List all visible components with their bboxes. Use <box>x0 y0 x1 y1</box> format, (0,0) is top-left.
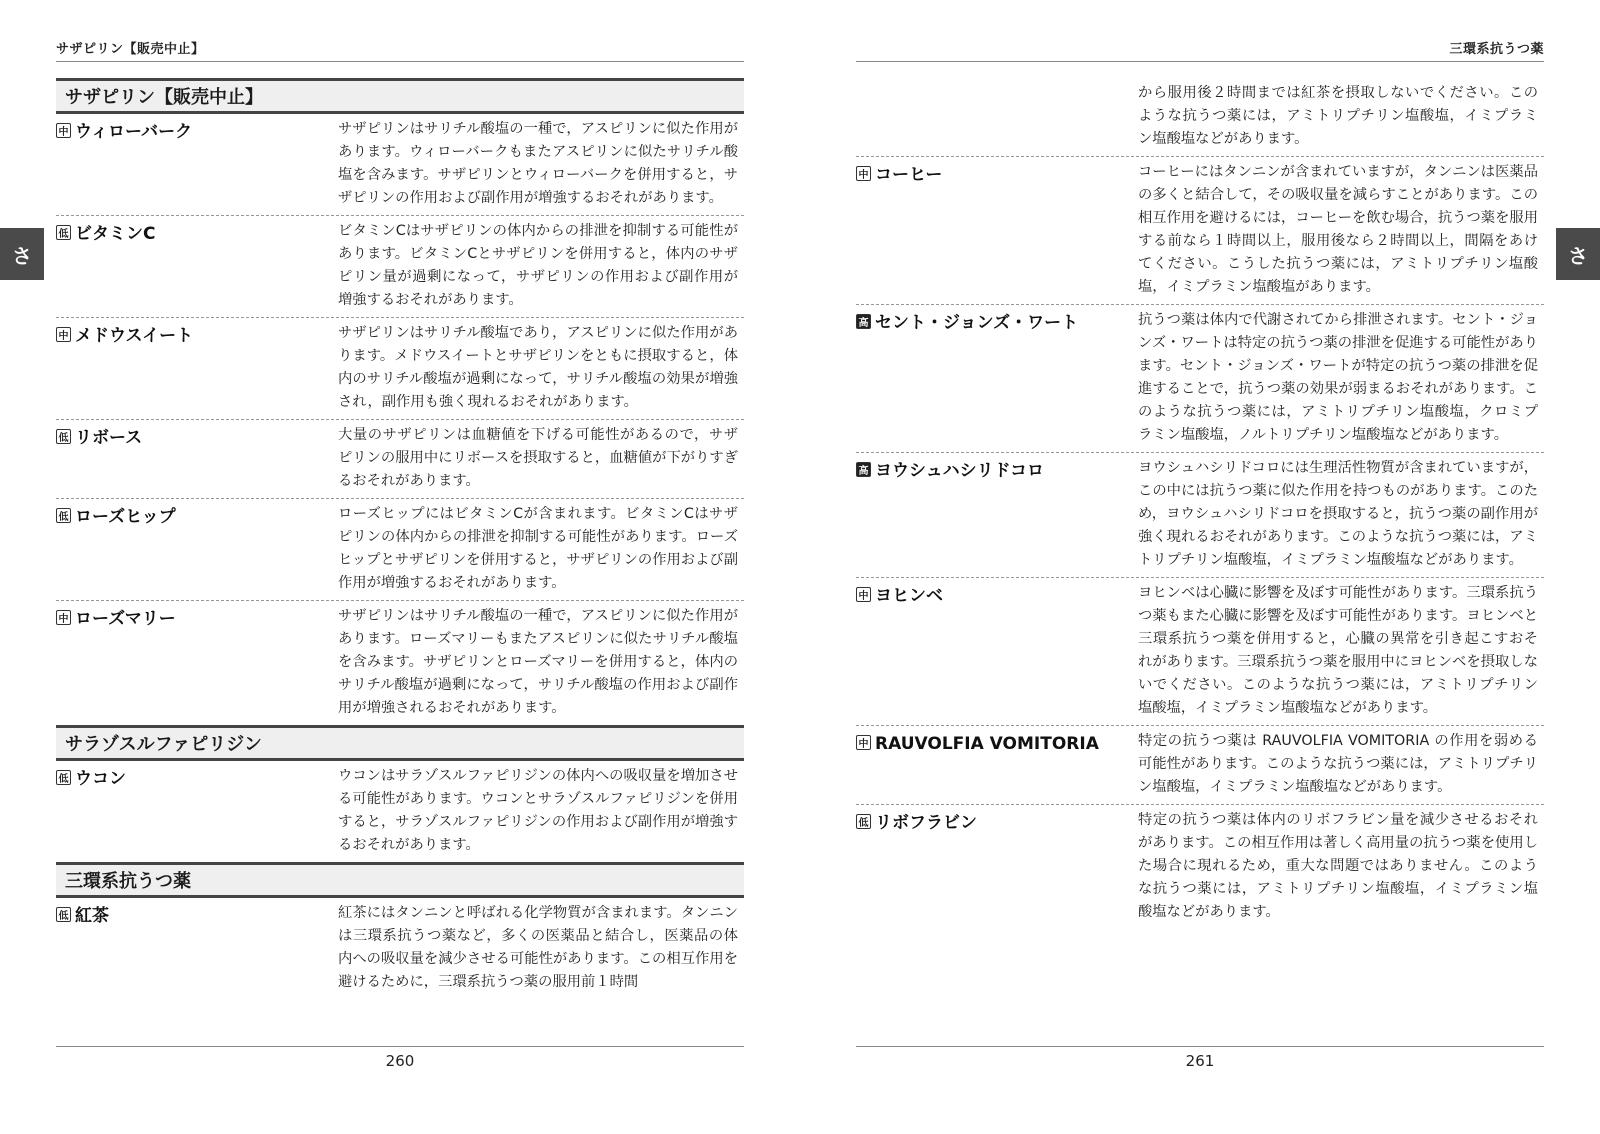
interaction-entry <box>56 216 744 318</box>
entry-label <box>856 730 1138 799</box>
running-head: 三環系抗うつ薬 <box>1449 42 1544 57</box>
index-tab[interactable]: さ <box>1556 228 1600 280</box>
interaction-entry <box>856 453 1544 578</box>
left-content <box>56 78 744 999</box>
entry-label <box>856 82 1138 151</box>
section-header: サザピリン【販売中止】 <box>56 78 744 114</box>
interaction-entry <box>56 601 744 725</box>
entry-label <box>56 322 338 414</box>
entry-description: 特定の抗うつ薬は体内のリボフラビン量を減少させるおそれがあります。この相互作用は著しく高用量の抗うつ薬を使用した場合に現れるため，重大な問題ではありません。このような抗うつ薬には，アミトリプチリン塩酸塩，イミプラミン塩酸塩などがあります。 <box>1138 812 1538 920</box>
interaction-entry <box>856 157 1544 305</box>
item-name: RAUVOLFIA VOMITORIA <box>875 734 1099 754</box>
entry-description: 抗うつ薬は体内で代謝されてから排泄されます。セント・ジョンズ・ワートは特定の抗うつ薬の排泄を促進する可能性があります。セント・ジョンズ・ワートが特定の抗うつ薬の排泄を促進することで，抗うつ薬の効果が弱まるおそれがあります。このような抗うつ薬には，アミトリプチリン塩酸塩，クロミプラミン塩酸塩，ノルトリプチリン塩酸塩などがあります。 <box>1138 312 1538 443</box>
entry-label <box>856 809 1138 924</box>
severity-badge: 低 <box>56 225 71 240</box>
entry-description: ヨヒンベは心臓に影響を及ぼす可能性があります。三環系抗うつ薬もまた心臓に影響を及ぼす可能性があります。ヨヒンベと三環系抗うつ薬を併用すると，心臓の異常を引き起こすおそれがあります。三環系抗うつ薬を服用中にヨヒンベを摂取しないでください。このような抗うつ薬には，アミトリプチリン塩酸塩，イミプラミン塩酸塩などがあります。 <box>1138 585 1538 716</box>
interaction-entry <box>856 578 1544 726</box>
item-name: ローズヒップ <box>75 507 176 527</box>
interaction-entry <box>56 318 744 420</box>
severity-badge: 中 <box>56 123 71 138</box>
severity-badge: 中 <box>56 327 71 342</box>
footer-rule <box>856 1046 1544 1047</box>
entry-description: コーヒーにはタンニンが含まれていますが，タンニンは医薬品の多くと結合して，その吸収量を減らすことがあります。この相互作用を避けるには，コーヒーを飲む場合，抗うつ薬を服用する前なら１時間以上，服用後なら２時間以上，間隔をあけてください。こうした抗うつ薬には，アミトリプチリン塩酸塩，イミプラミン塩酸塩があります。 <box>1138 164 1538 295</box>
interaction-entry <box>56 420 744 499</box>
entry-label <box>856 309 1138 447</box>
entry-label <box>56 118 338 210</box>
item-name: ウィローバーク <box>75 122 193 142</box>
interaction-entry <box>56 898 744 999</box>
item-name: ヨヒンベ <box>875 586 943 606</box>
item-name: リボフラビン <box>875 813 977 833</box>
entry-description: ヨウシュハシリドコロには生理活性物質が含まれていますが，この中には抗うつ薬に似た作用を持つものがあります。このため，ヨウシュハシリドコロを摂取すると，抗うつ薬の副作用が強く現れるおそれがあります。このような抗うつ薬には，アミトリプチリン塩酸塩，イミプラミン塩酸塩などがあります。 <box>1138 460 1538 568</box>
item-name: ビタミンC <box>75 224 156 244</box>
right-content <box>856 78 1544 929</box>
right-page <box>800 0 1600 1134</box>
entry-label <box>856 457 1138 572</box>
footer-rule <box>56 1046 744 1047</box>
entry-label <box>856 161 1138 299</box>
severity-badge: 低 <box>56 907 71 922</box>
severity-badge: 低 <box>56 508 71 523</box>
page-number: 260 <box>385 1052 415 1070</box>
item-name: 紅茶 <box>75 906 109 926</box>
entry-description: 特定の抗うつ薬は RAUVOLFIA VOMITORIA の作用を弱める可能性があります。このような抗うつ薬には，アミトリプチリン塩酸塩，イミプラミン塩酸塩などがあります。 <box>1138 733 1538 795</box>
entry-description: サザピリンはサリチル酸塩の一種で，アスピリンに似た作用があります。ウィローバークもまたアスピリンに似たサリチル酸塩を含みます。サザピリンとウィローバークを併用すると，サザピリンの作用および副作用が増強するおそれがあります。 <box>338 121 738 206</box>
entry-label <box>56 765 338 857</box>
header-rule <box>856 61 1544 62</box>
severity-badge: 中 <box>856 587 871 602</box>
continuation-entry <box>856 78 1544 157</box>
entry-description: サザピリンはサリチル酸塩であり，アスピリンに似た作用があります。メドウスイートとサザピリンをともに摂取すると，体内のサリチル酸塩が過剰になって，サリチル酸塩の効果が増強され，副作用も強く現れるおそれがあります。 <box>338 325 738 410</box>
severity-badge: 中 <box>856 166 871 181</box>
item-name: ヨウシュハシリドコロ <box>875 461 1044 481</box>
entry-label <box>56 902 338 994</box>
entry-description: 紅茶にはタンニンと呼ばれる化学物質が含まれます。タンニンは三環系抗うつ薬など，多くの医薬品と結合し，医薬品の体内への吸収量を減少させる可能性があります。この相互作用を避けるために，三環系抗うつ薬の服用前１時間 <box>338 905 738 990</box>
severity-badge: 高 <box>856 462 871 477</box>
severity-badge: 低 <box>856 814 871 829</box>
interaction-entry <box>856 305 1544 453</box>
item-name: ウコン <box>75 769 126 789</box>
entry-description: ビタミンCはサザピリンの体内からの排泄を抑制する可能性があります。ビタミンCとサザピリンを併用すると，体内のサザピリン量が過剰になって，サザピリンの作用および副作用が増強するおそれがあります。 <box>338 223 738 308</box>
entry-label <box>56 424 338 493</box>
entry-description: サザピリンはサリチル酸塩の一種で，アスピリンに似た作用があります。ローズマリーもまたアスピリンに似たサリチル酸塩を含みます。サザピリンとローズマリーを併用すると，体内のサリチル酸塩が過剰になって，サリチル酸塩の作用および副作用が増強されるおそれがあります。 <box>338 608 738 716</box>
severity-badge: 中 <box>856 735 871 750</box>
running-head: サザピリン【販売中止】 <box>56 42 205 57</box>
entry-description: ウコンはサラゾスルファピリジンの体内への吸収量を増加させる可能性があります。ウコンとサラゾスルファピリジンを併用すると，サラゾスルファピリジンの作用および副作用が増強するおそれがあります。 <box>338 768 738 853</box>
severity-badge: 低 <box>56 429 71 444</box>
continuation-text: から服用後２時間までは紅茶を摂取しないでください。このような抗うつ薬には，アミトリプチリン塩酸塩，イミプラミン塩酸塩などがあります。 <box>1138 85 1538 147</box>
severity-badge: 中 <box>56 610 71 625</box>
item-name: コーヒー <box>875 165 943 185</box>
section-header: 三環系抗うつ薬 <box>56 862 744 898</box>
interaction-entry <box>56 499 744 601</box>
item-name: メドウスイート <box>75 326 194 346</box>
interaction-entry <box>856 805 1544 929</box>
severity-badge: 高 <box>856 314 871 329</box>
item-name: ローズマリー <box>75 609 176 629</box>
entry-description: ローズヒップにはビタミンCが含まれます。ビタミンCはサザピリンの体内からの排泄を抑制する可能性があります。ローズヒップとサザピリンを併用すると，サザピリンの作用および副作用が増強するおそれがあります。 <box>338 506 738 591</box>
entry-label <box>856 582 1138 720</box>
entry-label <box>56 503 338 595</box>
item-name: セント・ジョンズ・ワート <box>875 313 1079 333</box>
entry-label <box>56 220 338 312</box>
header-rule <box>56 61 744 62</box>
index-tab[interactable]: さ <box>0 228 44 280</box>
interaction-entry <box>56 114 744 216</box>
section-header: サラゾスルファピリジン <box>56 725 744 761</box>
entry-label <box>56 605 338 720</box>
severity-badge: 低 <box>56 770 71 785</box>
item-name: リボース <box>75 428 143 448</box>
page-number: 261 <box>1185 1052 1215 1070</box>
entry-description: 大量のサザピリンは血糖値を下げる可能性があるので，サザピリンの服用中にリボースを摂取すると，血糖値が下がりすぎるおそれがあります。 <box>338 427 738 489</box>
interaction-entry <box>56 761 744 862</box>
interaction-entry <box>856 726 1544 805</box>
